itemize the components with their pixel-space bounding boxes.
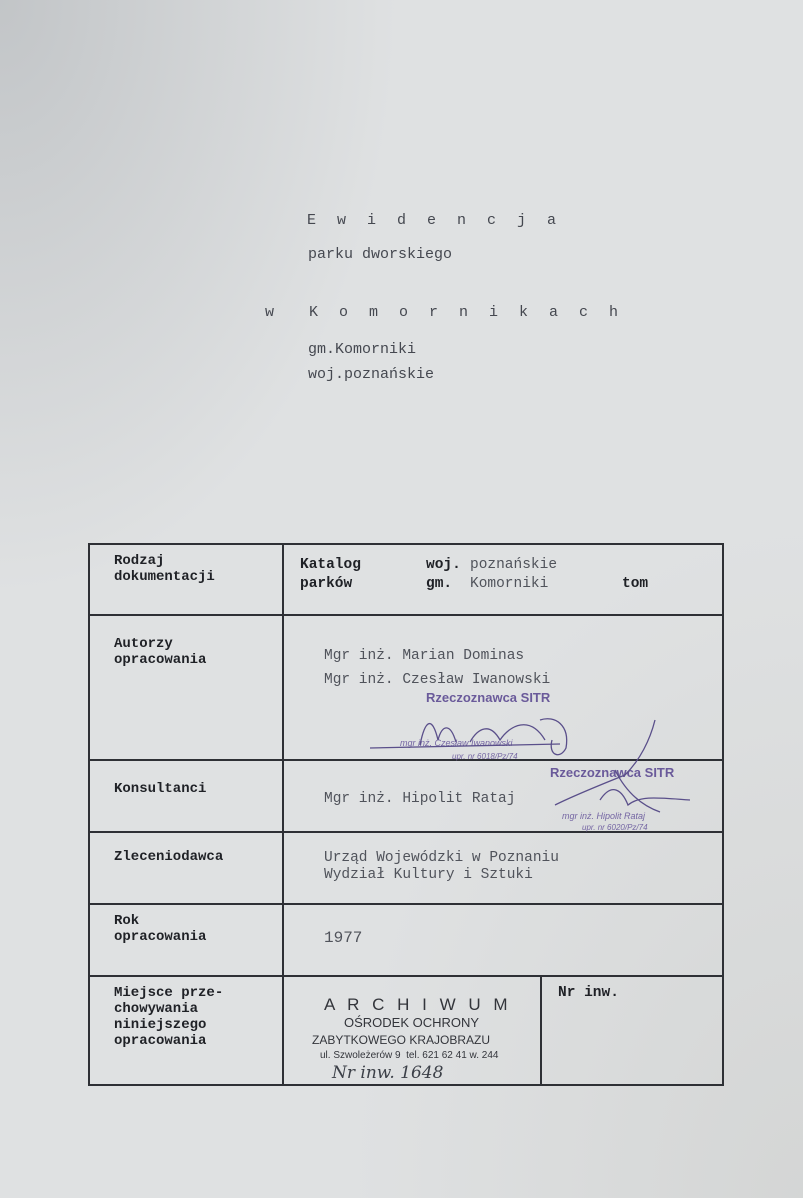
commune: gm.Komorniki [308,341,417,358]
label-location: Miejsce prze- chowywania niniejszego opracowania [114,985,224,1049]
archive-line2: ZABYTKOWEGO KRAJOBRAZU [312,1033,491,1047]
location-place: K o m o r n i k a c h [309,304,625,321]
handwritten-inventory: Nr inw. 1648 [332,1063,444,1083]
gm-label: gm. [426,576,453,592]
client-line2: Wydział Kultury i Sztuki [324,867,533,883]
woj-label: woj. [426,557,461,573]
woj-value: poznańskie [470,557,558,573]
label-document-type: Rodzaj dokumentacji [114,553,215,585]
stamp-nr-iwanowski: upr. nr 6018/Pz/74 [452,752,518,761]
author-iwanowski: Mgr inż. Czesław Iwanowski [324,672,551,688]
location-prefix: w [265,304,275,321]
author-dominas: Mgr inż. Marian Dominas [324,648,525,664]
stamp-title-rataj: Rzeczoznawca SITR [550,765,675,780]
subtitle-park: parku dworskiego [308,246,453,263]
title-evidence: E w i d e n c j a [307,212,563,229]
stamp-name-iwanowski: mgr inż. Czesław Iwanowski [400,738,513,748]
stamp-name-rataj: mgr inż. Hipolit Rataj [562,811,646,821]
label-authors: Autorzy opracowania [114,636,207,668]
year-value: 1977 [324,929,363,947]
consultant-rataj: Mgr inż. Hipolit Rataj [324,791,516,807]
stamp-nr-rataj: upr. nr 6020/Pz/74 [582,823,648,832]
label-year: Rok opracowania [114,913,207,945]
archive-title: A R C H I W U M [324,995,512,1014]
tom-label: tom [622,576,649,592]
parkow-label: parków [300,576,353,592]
katalog-label: Katalog [300,557,361,573]
nr-inw-label: Nr inw. [558,985,619,1001]
archive-address: ul. Szwoleżerów 9 tel. 621 62 41 w. 244 [320,1050,499,1061]
gm-value: Komorniki [470,576,549,592]
archive-line1: OŚRODEK OCHRONY [344,1015,480,1030]
voivodeship: woj.poznańskie [308,366,435,383]
client-line1: Urząd Wojewódzki w Poznaniu [324,850,559,866]
stamp-title-iwanowski: Rzeczoznawca SITR [426,690,551,705]
label-client: Zleceniodawca [114,849,224,865]
label-consultants: Konsultanci [114,781,207,797]
